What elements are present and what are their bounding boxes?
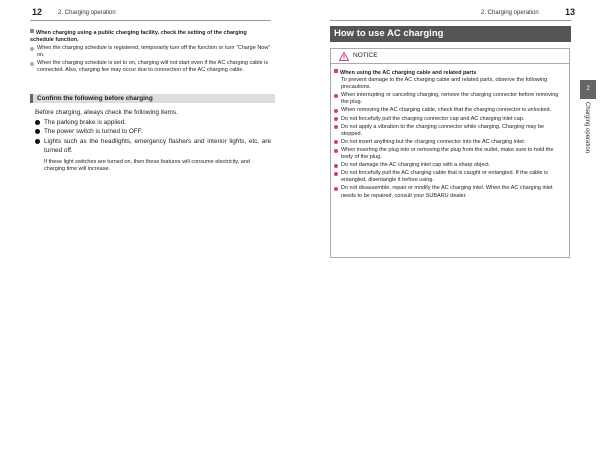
confirm-intro: Before charging, always check the following items. [35, 109, 178, 116]
bullet-icon [334, 117, 338, 121]
confirm-heading: Confirm the following before charging [30, 94, 275, 103]
notice-heading: When using the AC charging cable and related parts [334, 69, 566, 77]
schedule-section [30, 29, 271, 75]
right-header-title: 2. Charging operation [481, 10, 539, 16]
square-bullet-icon [30, 29, 34, 33]
list-item: Do not apply a vibration to the charging connector while charging. Charging may be stopped. [334, 124, 566, 138]
list-item: When the charging schedule is registered, temporarily turn off the function or turn “Charge Now” on. [30, 45, 271, 59]
list-item: When interrupting or canceling charging, remove the charging connector before removing the plug. [334, 92, 566, 106]
left-page-number: 12 [32, 7, 43, 17]
list-item: Do not insert anything but the charging connector into the AC charging inlet. [334, 139, 566, 146]
chapter-tab[interactable] [580, 80, 596, 99]
bullet-icon [35, 120, 40, 125]
right-header-rule [330, 20, 571, 21]
square-bullet-icon [334, 69, 338, 73]
bullet-icon [334, 109, 338, 113]
bullet-icon [30, 62, 34, 66]
notice-content [331, 64, 569, 200]
list-item: When the charging schedule is set to on, charging will not start even if the AC charging cable is connected. Also, charging fee may occur due to connection of the AC charging cable. [30, 60, 271, 74]
confirm-note: If these light switches are turned on, then these features will consume electricity, and charging time will increase. [44, 158, 250, 173]
bullet-icon [334, 94, 338, 98]
list-item: The power switch is turned to OFF. [35, 127, 271, 137]
bullet-icon [35, 139, 40, 144]
bullet-icon [334, 164, 338, 168]
notice-label: NOTICE [353, 52, 378, 59]
chapter-tab-label: Charging operation [584, 102, 590, 154]
bullet-icon [334, 187, 338, 191]
notice-intro: To prevent damage to the AC charging cable and related parts, observe the following precautions. [341, 77, 548, 91]
list-item: Do not disassemble, repair or modify the AC charging inlet. When the AC charging inlet needs to be repaired, consult your SUBARU dealer. [334, 185, 566, 199]
right-page-number: 13 [565, 7, 576, 17]
bullet-icon [334, 125, 338, 129]
bullet-icon [334, 172, 338, 176]
bullet-icon [30, 47, 34, 51]
list-item: Do not forcefully pull the AC charging cable that is caught or entangled. If the cable is entangled, disentangle it before using. [334, 170, 566, 184]
notice-label-row [331, 49, 569, 64]
schedule-heading: When charging using a public charging facility, check the setting of the charging schedule function. [30, 30, 247, 44]
confirm-section [35, 108, 271, 173]
left-header-title: 2. Charging operation [58, 10, 116, 16]
left-header-rule [30, 20, 271, 21]
list-item: When inserting the plug into or removing the plug from the outlet, make sure to hold the body of the plug. [334, 147, 566, 161]
bullet-icon [334, 149, 338, 153]
notice-box [330, 48, 570, 258]
chapter-tab-number: 2 [586, 86, 590, 92]
list-item: Do not damage the AC charging inlet cap with a sharp object. [334, 162, 566, 169]
section-title: How to use AC charging [330, 26, 571, 42]
bullet-icon [35, 129, 40, 134]
list-item: Do not forcefully pull the charging connector cap and AC charging inlet cap. [334, 116, 566, 123]
list-item: Lights such as the headlights, emergency flashers and interior lights, etc. are turned off. [35, 137, 271, 156]
warning-icon [339, 52, 349, 61]
bullet-icon [334, 140, 338, 144]
list-item: The parking brake is applied. [35, 118, 271, 128]
list-item: When removing the AC charging cable, check that the charging connector is unlocked. [334, 107, 566, 114]
